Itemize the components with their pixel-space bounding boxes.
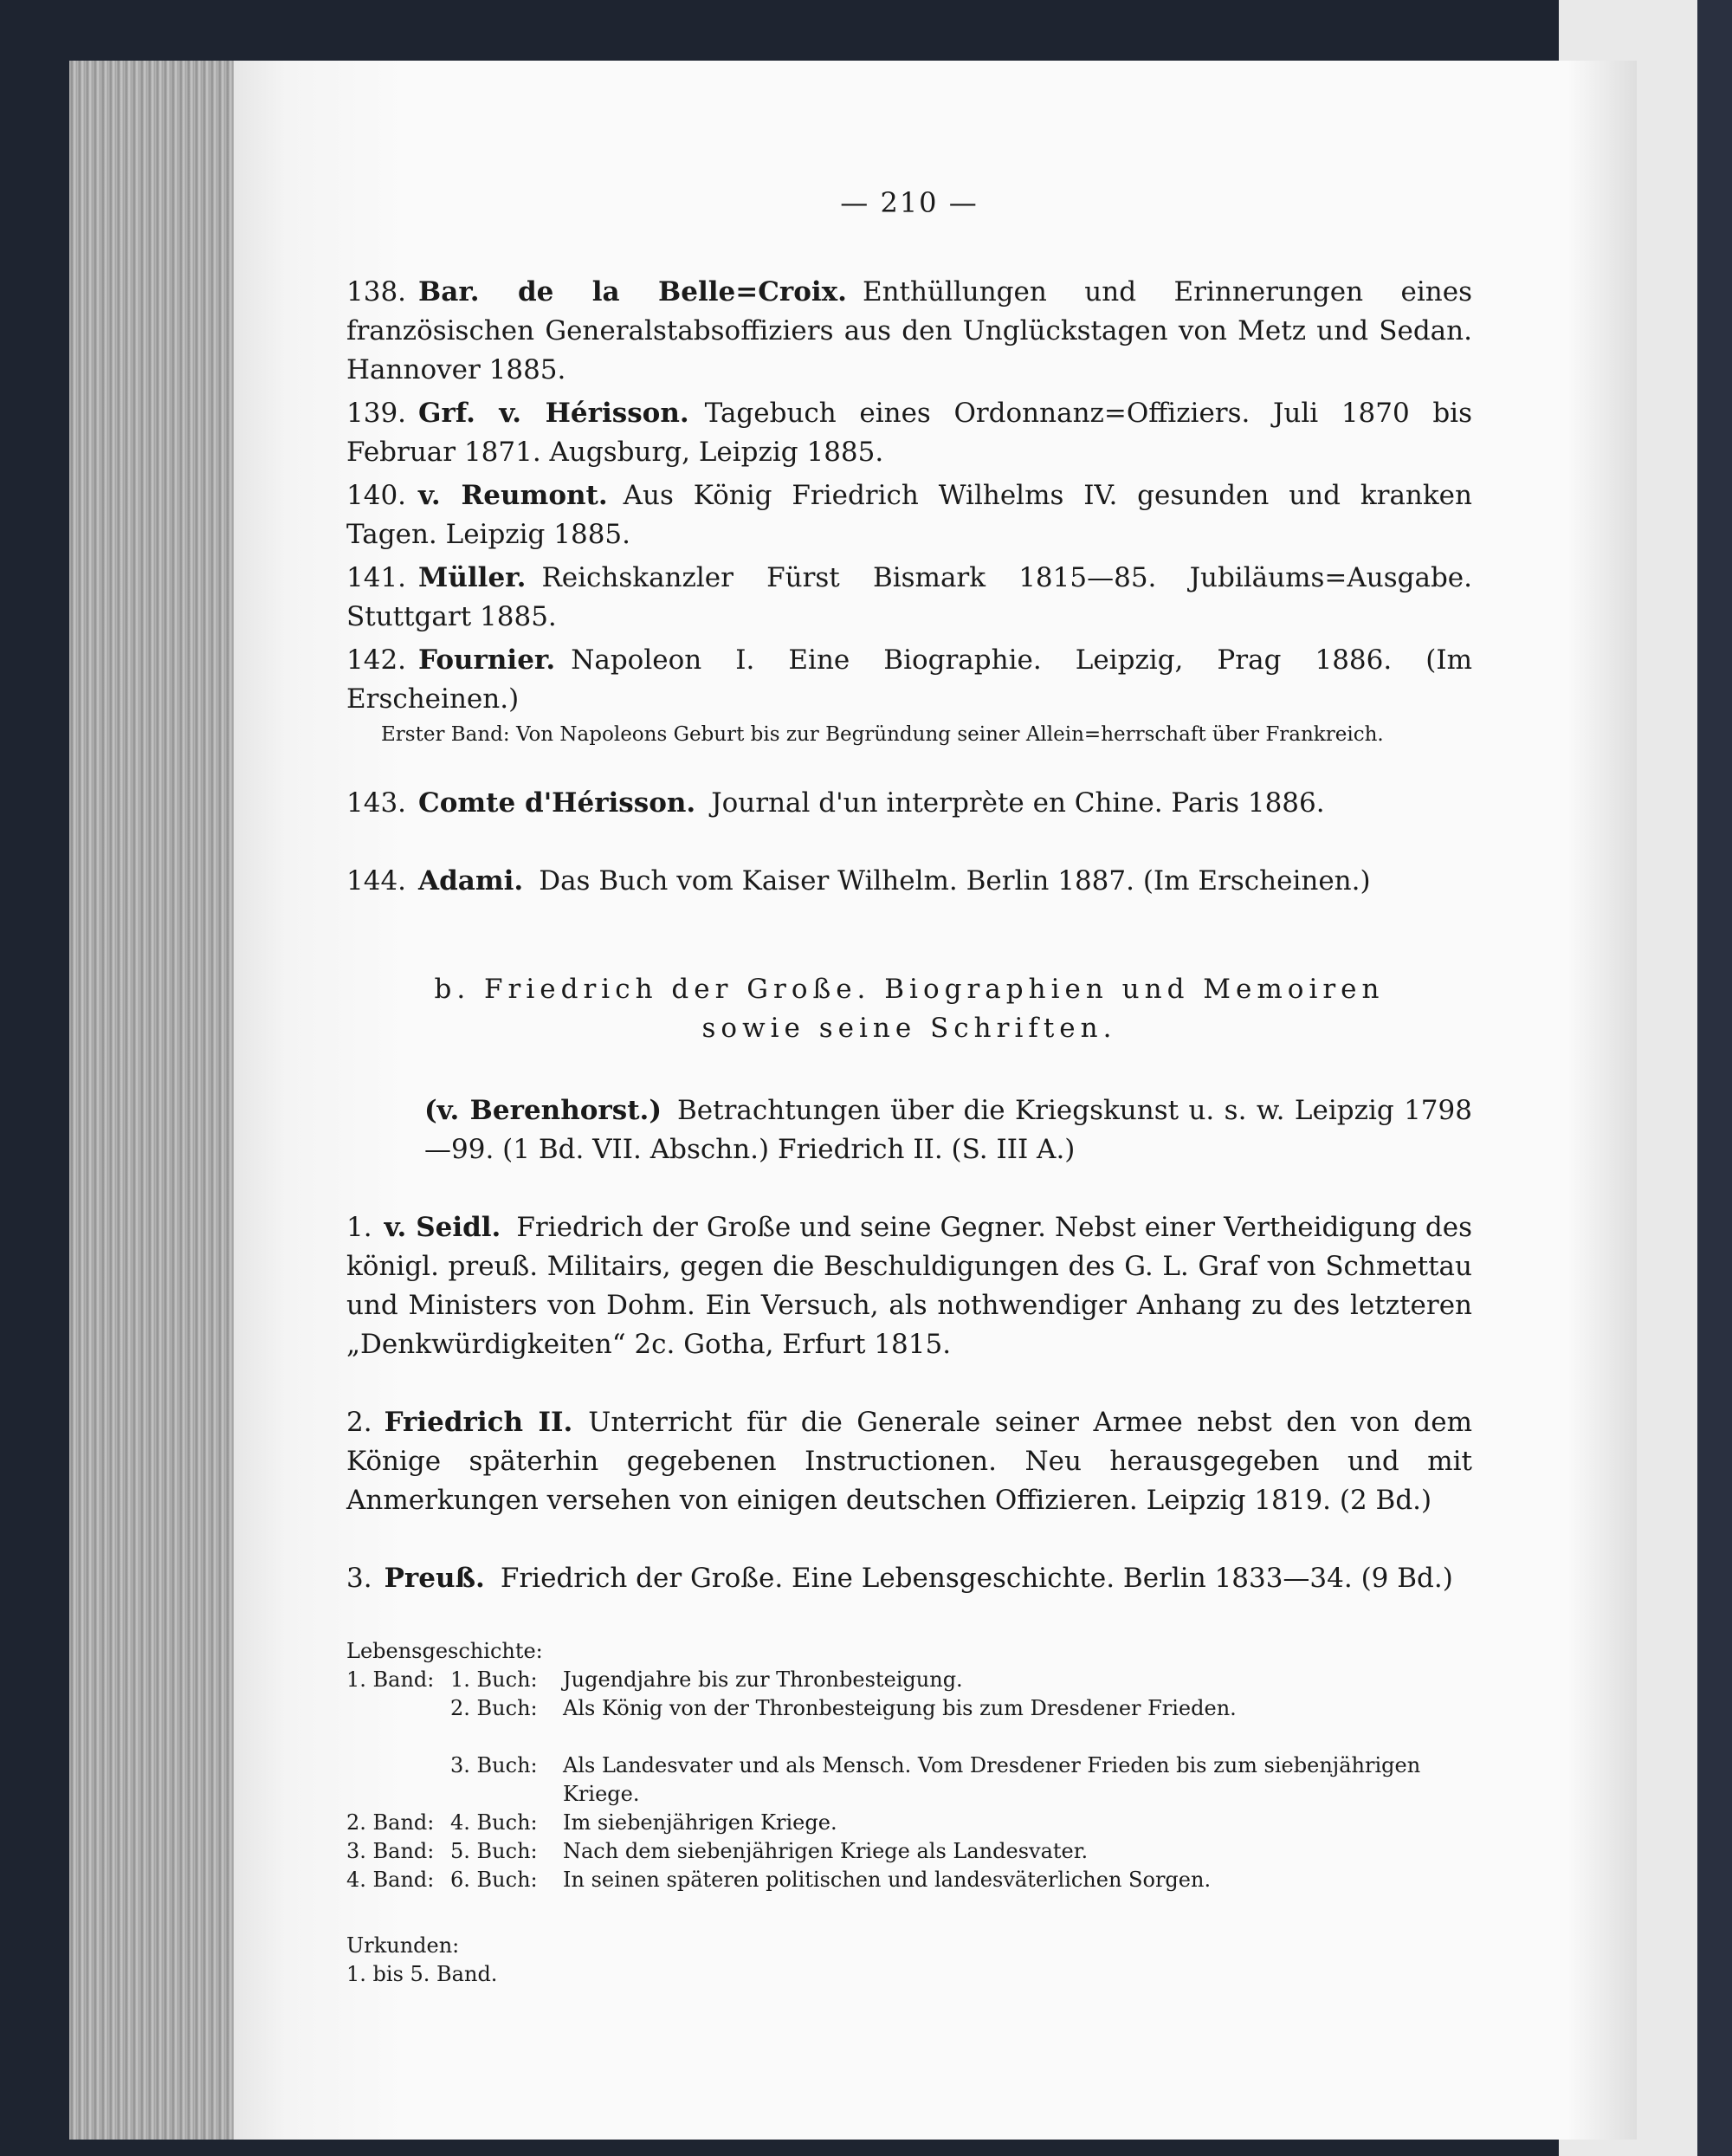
entry-140 xyxy=(346,476,1472,554)
page-number: — 210 — xyxy=(840,186,979,219)
entry-139 xyxy=(346,394,1472,472)
toc-buch: 4. Buch: xyxy=(450,1810,538,1835)
entry-author: Müller. xyxy=(418,562,527,593)
toc-row xyxy=(346,1694,1472,1723)
toc-buch: 6. Buch: xyxy=(450,1868,538,1892)
entry-author: Comte d'Hérisson. xyxy=(418,787,696,819)
entry-author: v. Reumont. xyxy=(418,480,608,511)
entry-number: 1. xyxy=(346,1212,372,1243)
entry-142-note: Erster Band: Von Napoleons Geburt bis zur Begründung seiner Allein=herrschaft über Frankreich. xyxy=(381,723,1384,746)
toc-desc: Als König von der Thronbesteigung bis zum Dresdener Frieden. xyxy=(563,1696,1237,1720)
entry-text: Friedrich der Große. Eine Lebensgeschichte. Berlin 1833—34. (9 Bd.) xyxy=(500,1563,1453,1594)
entry-number: 142. xyxy=(346,644,407,676)
toc-desc: Nach dem siebenjährigen Kriege als Landesvater. xyxy=(563,1839,1089,1863)
toc-buch: 1. Buch: xyxy=(450,1667,538,1692)
toc-desc: Im siebenjährigen Kriege. xyxy=(563,1810,837,1835)
entry-number: 140. xyxy=(346,480,407,511)
entry-text: Aus König Friedrich Wilhelms IV. gesunden und kranken Tagen. Leipzig 1885. xyxy=(346,480,1472,550)
entry-author: Friedrich II. xyxy=(384,1407,573,1438)
urkunden-label: Urkunden: xyxy=(346,1933,460,1958)
toc-buch: 5. Buch: xyxy=(450,1839,538,1863)
entry-144 xyxy=(346,862,1472,901)
entry-143 xyxy=(346,784,1472,823)
entry-author: Adami. xyxy=(418,865,524,897)
lebensgeschichte-label: Lebensgeschichte: xyxy=(346,1639,543,1663)
page-edges xyxy=(69,61,234,2140)
entry-text: Unterricht für die Generale seiner Armee nebst den von dem Könige späterhin gegebenen Instructionen. Neu herausgegeben und mit Anmerkungen versehen von einigen deutschen Offizieren. Leipzig 1819. (2 Bd.) xyxy=(346,1407,1472,1516)
entry-b-3 xyxy=(346,1559,1472,1598)
toc-band: 1. Band: xyxy=(346,1667,435,1692)
entry-text: Tagebuch eines Ordonnanz=Offiziers. Juli 1870 bis Februar 1871. Augsburg, Leipzig 1885. xyxy=(346,398,1472,468)
entry-text: Reichskanzler Fürst Bismark 1815—85. Jubiläums=Ausgabe. Stuttgart 1885. xyxy=(346,562,1472,632)
entry-text: Friedrich der Große und seine Gegner. Nebst einer Vertheidigung des königl. preuß. Militairs, gegen die Beschuldigungen des G. L. Graf von Schmettau und Ministers von Dohm. Ein Versuch, als nothwendiger Anhang zu des letzteren „Denkwürdigkeiten“ 2c. Gotha, Erfurt 1815. xyxy=(346,1212,1472,1360)
section-b-heading-line2: sowie seine Schriften. xyxy=(701,1013,1117,1044)
entry-text: Betrachtungen über die Kriegskunst u. s. w. Leipzig 1798—99. (1 Bd. VII. Abschn.) Friedrich II. (S. III A.) xyxy=(424,1095,1472,1165)
toc-row xyxy=(346,1809,1472,1837)
entry-author: Fournier. xyxy=(418,644,556,676)
entry-author: (v. Berenhorst.) xyxy=(424,1095,662,1126)
entry-berenhorst xyxy=(346,1091,1472,1169)
urkunden-text: 1. bis 5. Band. xyxy=(346,1962,498,1986)
entry-141 xyxy=(346,559,1472,637)
entry-author: v. Seidl. xyxy=(384,1212,501,1243)
entry-text: Enthüllungen und Erinnerungen eines französischen Generalstabsoffiziers aus den Unglückstagen von Metz und Sedan. Hannover 1885. xyxy=(346,276,1472,385)
entry-text: Napoleon I. Eine Biographie. Leipzig, Prag 1886. (Im Erscheinen.) xyxy=(346,644,1472,715)
entry-number: 3. xyxy=(346,1563,372,1594)
entry-author: Preuß. xyxy=(384,1563,485,1594)
toc-row xyxy=(346,1866,1472,1894)
toc-row xyxy=(346,1666,1472,1694)
entry-138 xyxy=(346,273,1472,390)
toc-band: 4. Band: xyxy=(346,1868,435,1892)
toc-buch: 2. Buch: xyxy=(450,1696,538,1720)
entry-number: 141. xyxy=(346,562,407,593)
section-b-heading-line1: b. Friedrich der Große. Biographien und Memoiren xyxy=(434,974,1385,1005)
toc-band xyxy=(346,1694,450,1723)
entry-number: 144. xyxy=(346,865,407,897)
entry-number: 139. xyxy=(346,398,407,429)
entry-text: Journal d'un interprète en Chine. Paris 1886. xyxy=(711,787,1325,819)
entry-author: Bar. de la Belle=Croix. xyxy=(418,276,847,308)
toc-row xyxy=(346,1837,1472,1866)
entry-author: Grf. v. Hérisson. xyxy=(418,398,689,429)
entry-142 xyxy=(346,641,1472,719)
toc-desc: In seinen späteren politischen und landesväterlichen Sorgen. xyxy=(563,1868,1212,1892)
toc-desc: Als Landesvater und als Mensch. Vom Dresdener Frieden bis zum siebenjährigen Kriege. xyxy=(563,1753,1421,1806)
toc-desc: Jugendjahre bis zur Thronbesteigung. xyxy=(563,1667,963,1692)
toc-buch: 3. Buch: xyxy=(450,1753,538,1777)
entry-number: 143. xyxy=(346,787,407,819)
toc-band xyxy=(346,1751,450,1809)
entry-text: Das Buch vom Kaiser Wilhelm. Berlin 1887. (Im Erscheinen.) xyxy=(539,865,1371,897)
right-cover-strip xyxy=(1697,0,1732,2156)
toc-band: 2. Band: xyxy=(346,1810,435,1835)
entry-b-2 xyxy=(346,1403,1472,1520)
entry-number: 2. xyxy=(346,1407,372,1438)
entry-b-1 xyxy=(346,1208,1472,1364)
page-content xyxy=(346,173,1490,2027)
toc-band: 3. Band: xyxy=(346,1839,435,1863)
entry-number: 138. xyxy=(346,276,407,308)
toc-row xyxy=(346,1751,1472,1809)
